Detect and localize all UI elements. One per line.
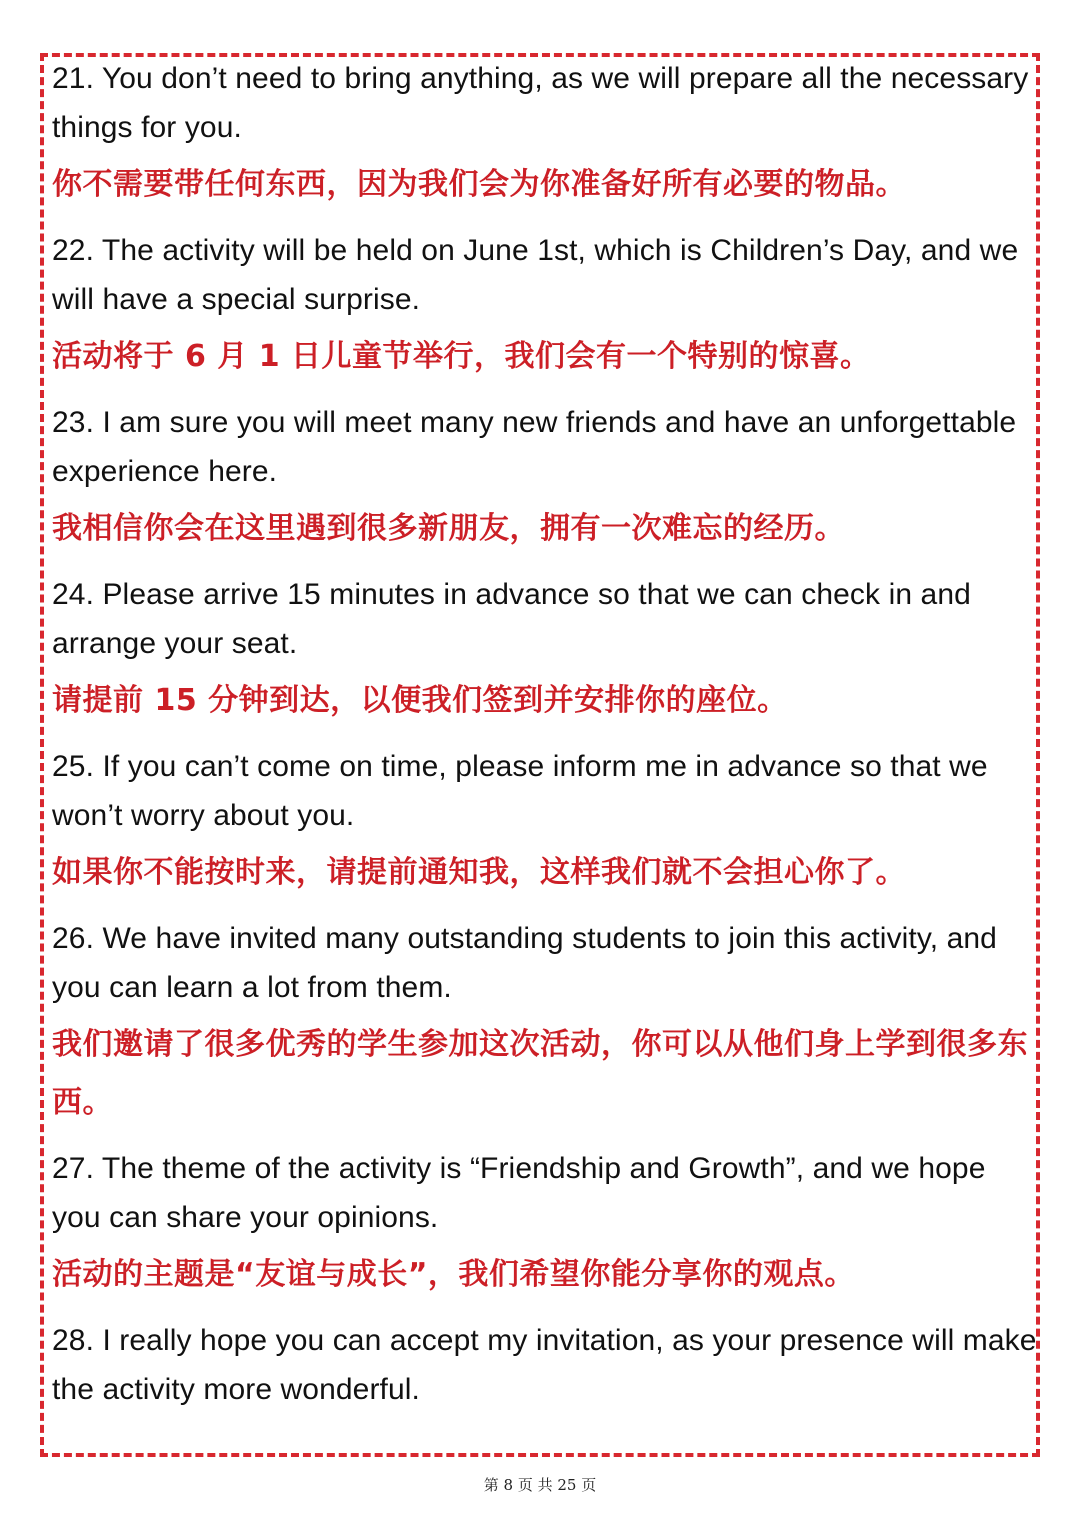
english-sentence: 23. I am sure you will meet many new friends and have an unforgettable experience here. (52, 406, 1017, 488)
english-sentence: 22. The activity will be held on June 1st, which is Children’s Day, and we will have a special surprise. (52, 234, 1019, 316)
sentence-entry-28 (52, 1316, 1037, 1414)
sentence-entry-21 (52, 54, 1037, 214)
chinese-translation: 我相信你会在这里遇到很多新朋友，拥有一次难忘的经历。 (52, 511, 845, 546)
chinese-translation: 如果你不能按时来，请提前通知我，这样我们就不会担心你了。 (52, 855, 906, 890)
english-sentence: 24. Please arrive 15 minutes in advance so that we can check in and arrange your seat. (52, 578, 971, 660)
sentence-entry-25 (52, 742, 1037, 902)
sentence-list (52, 54, 1037, 1414)
english-sentence: 28. I really hope you can accept my invitation, as your presence will make the activity more wonderful. (52, 1324, 1037, 1406)
english-sentence: 21. You don’t need to bring anything, as we will prepare all the necessary things for you. (52, 62, 1029, 144)
sentence-entry-27 (52, 1144, 1037, 1304)
chinese-translation: 我们邀请了很多优秀的学生参加这次活动，你可以从他们身上学到很多东西。 (52, 1027, 1028, 1120)
chinese-translation: 活动将于 6 月 1 日儿童节举行，我们会有一个特别的惊喜。 (52, 339, 871, 374)
english-sentence: 25. If you can’t come on time, please inform me in advance so that we won’t worry about you. (52, 750, 988, 832)
english-sentence: 26. We have invited many outstanding students to join this activity, and you can learn a lot from them. (52, 922, 997, 1004)
chinese-translation: 你不需要带任何东西，因为我们会为你准备好所有必要的物品。 (52, 167, 906, 202)
page-number-footer: 第 8 页 共 25 页 (483, 1476, 597, 1494)
sentence-entry-22 (52, 226, 1037, 386)
chinese-translation: 活动的主题是“友谊与成长”，我们希望你能分享你的观点。 (52, 1257, 855, 1292)
english-sentence: 27. The theme of the activity is “Friendship and Growth”, and we hope you can share your opinions. (52, 1152, 986, 1234)
sentence-entry-23 (52, 398, 1037, 558)
sentence-entry-24 (52, 570, 1037, 730)
sentence-entry-26 (52, 914, 1037, 1132)
chinese-translation: 请提前 15 分钟到达，以便我们签到并安排你的座位。 (52, 683, 788, 718)
